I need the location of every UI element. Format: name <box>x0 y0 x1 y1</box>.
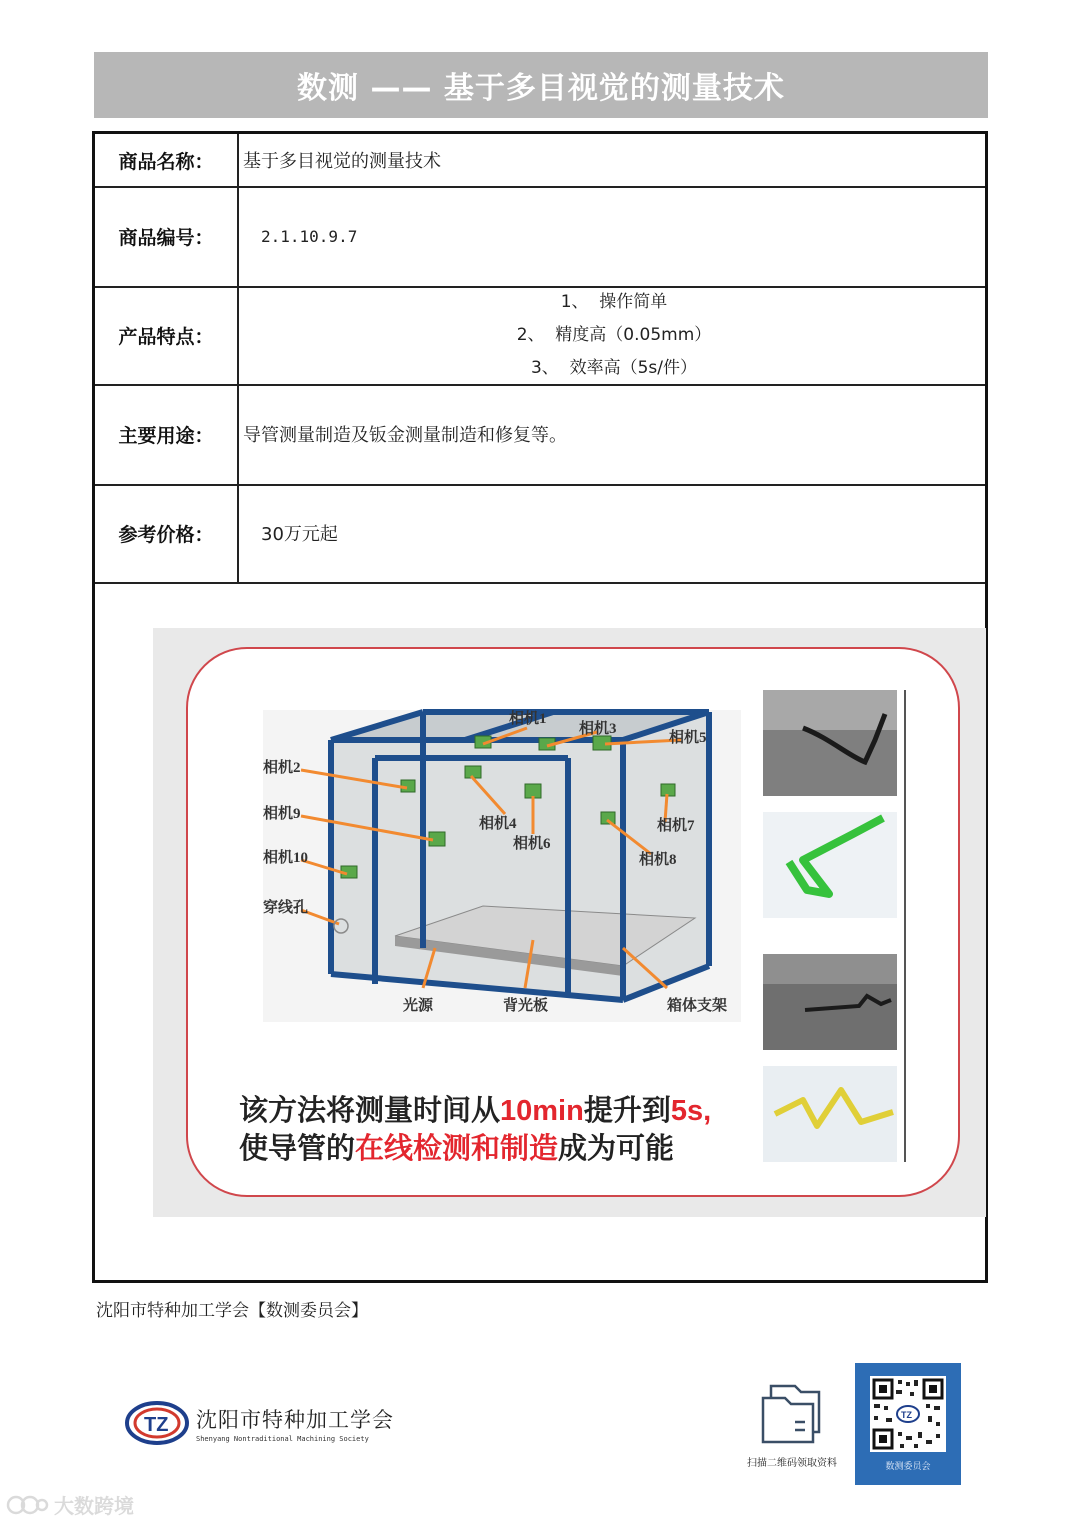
camera-label-1: 相机1 <box>509 711 547 727</box>
measurement-system-figure <box>153 628 986 1217</box>
qr-code-icon <box>870 1376 946 1452</box>
society-logo-mark <box>124 1400 190 1446</box>
camera-label-5: 相机5 <box>669 730 707 746</box>
camera-label-9: 相机9 <box>263 806 301 822</box>
folder-caption: 扫描二维码领取资料 <box>747 1458 837 1469</box>
logo-chinese-name: 沈阳市特种加工学会 <box>196 1407 394 1432</box>
caption-highlight: 10min <box>500 1095 584 1127</box>
row-price <box>95 484 985 584</box>
qr-code-card[interactable] <box>855 1363 961 1485</box>
caption-text: 该方法将测量时间从 <box>239 1095 501 1127</box>
features-list <box>239 286 985 384</box>
camera-label-3: 相机3 <box>579 721 617 737</box>
society-logo <box>124 1400 394 1446</box>
product-code-label: 商品编号： <box>95 186 239 286</box>
qr-caption: 数测委员会 <box>885 1462 931 1472</box>
row-usage <box>95 384 985 486</box>
usage-value: 导管测量制造及钣金测量制造和修复等。 <box>243 425 567 446</box>
product-name-value: 基于多目视觉的测量技术 <box>243 151 441 172</box>
feature-item: 2、 精度高（0.05mm） <box>516 324 712 345</box>
svg-text:TZ: TZ <box>144 1414 169 1436</box>
feature-item: 1、 操作简单 <box>560 291 668 312</box>
feature-item: 3、 效率高（5s/件） <box>530 357 698 378</box>
camera-label-4: 相机4 <box>479 816 517 832</box>
product-name-label: 商品名称： <box>95 134 239 186</box>
features-label: 产品特点： <box>95 286 239 384</box>
watermark-logo-icon <box>6 1493 50 1517</box>
camera-label-10: 相机10 <box>263 850 309 866</box>
logo-english-name: Shenyang Nontraditional Machining Society <box>196 1434 369 1443</box>
camera-label-6: 相机6 <box>513 836 551 852</box>
page-title-bar <box>94 52 988 118</box>
row-features <box>95 286 985 386</box>
svg-text:该方法将测量时间从10min提升到5s, <box>239 1093 711 1127</box>
row-product-name <box>95 134 985 188</box>
camera-label-7: 相机7 <box>657 818 695 834</box>
row-product-code <box>95 186 985 288</box>
camera-label-8: 相机8 <box>639 852 677 868</box>
caption-highlight: 5s, <box>670 1095 712 1127</box>
backlight-label: 背光板 <box>503 998 549 1014</box>
svg-text:TZ: TZ <box>901 1410 912 1420</box>
watermark <box>6 1490 134 1519</box>
footer-organization: 沈阳市特种加工学会【数测委员会】 <box>96 1301 368 1321</box>
light-source-label: 光源 <box>403 998 434 1014</box>
caption-highlight: 在线检测和制造 <box>355 1133 559 1165</box>
caption-text: 成为可能 <box>558 1133 675 1165</box>
watermark-text: 大数跨境 <box>54 1494 134 1518</box>
caption-text: 提升到 <box>583 1095 671 1127</box>
frame-support-label: 箱体支架 <box>667 998 728 1014</box>
product-code-value: 2.1.10.9.7 <box>261 226 358 246</box>
svg-text:使导管的在线检测和制造成为可能 <box>239 1131 674 1165</box>
price-value: 30万元起 <box>261 524 338 545</box>
caption-text: 使导管的 <box>239 1133 356 1165</box>
resource-folder[interactable] <box>742 1380 842 1469</box>
machine-illustration <box>263 710 741 1022</box>
usage-label: 主要用途： <box>95 384 239 484</box>
threading-hole-label: 穿线孔 <box>263 900 309 916</box>
camera-label-2: 相机2 <box>263 760 301 776</box>
folder-icon <box>757 1380 827 1446</box>
price-label: 参考价格： <box>95 484 239 582</box>
page-title: 数测 —— 基于多目视觉的测量技术 <box>297 71 785 106</box>
